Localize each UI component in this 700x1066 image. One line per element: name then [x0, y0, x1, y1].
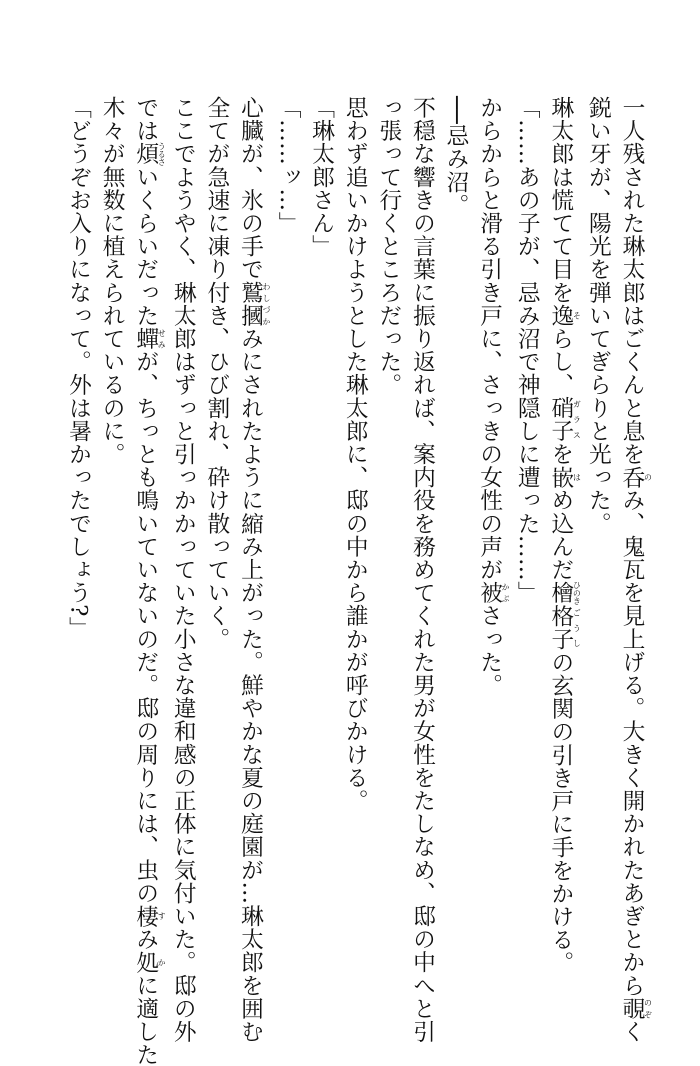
text-line: 「琳太郎さん」 — [308, 96, 335, 258]
text-line: 鋭い牙が、陽光を弾いてぎらりと光った。 — [585, 96, 612, 535]
text-line: ──忌み沼。 — [443, 96, 470, 217]
text-line: 「……ッ…」 — [275, 96, 302, 235]
text-line: では煩うるさいくらいだった蟬せみが、ちっとも鳴いていないのだ。邸の周りには、虫の棲すみ処かに適した — [132, 96, 167, 1066]
text-line: 心臓が、氷の手で鷲摑わしづかみにされたように縮み上がった。鮮やかな夏の庭園が…琳太郎を囲む — [237, 96, 271, 1044]
text-line: ここでようやく、琳太郎はずっと引っかかっていた小さな違和感の正体に気付いた。邸の外 — [170, 96, 197, 1044]
text-line: 全てが急速に凍り付き、ひび割れ、砕け散っていく。 — [203, 96, 230, 651]
text-line: 不穏な響きの言葉に振り返れば、案内役を務めてくれた男が女性をたしなめ、邸の中へと引 — [409, 96, 436, 1044]
text-line: 木々が無数に植えられているのに。 — [99, 96, 126, 466]
text-line: 一人残された琳太郎はごくんと息を呑のみ、鬼瓦を見上げる。大きく開かれたあぎとから覗のぞく — [619, 96, 653, 1044]
text-line: 思わず追いかけようとした琳太郎に、邸の中から誰かが呼びかける。 — [342, 96, 369, 813]
text-line: からからと滑る引き戸に、さっきの女性の声が被かぶさった。 — [476, 96, 511, 697]
text-line: 「どうぞお入りになって。外は暑かったでしょう?」 — [65, 96, 92, 640]
vertical-text-block — [32, 96, 653, 1066]
text-line: 琳太郎は慌てて目を逸そらし、硝子ガラスを嵌はめ込んだ檜ひのき格子ごうしの玄関の引き戸に手をかける。 — [547, 96, 582, 975]
text-line: っ張って行くところだった。 — [375, 96, 402, 397]
text-line: 「……あの子が、忌み沼で神隠しに遭った……」 — [514, 96, 541, 605]
